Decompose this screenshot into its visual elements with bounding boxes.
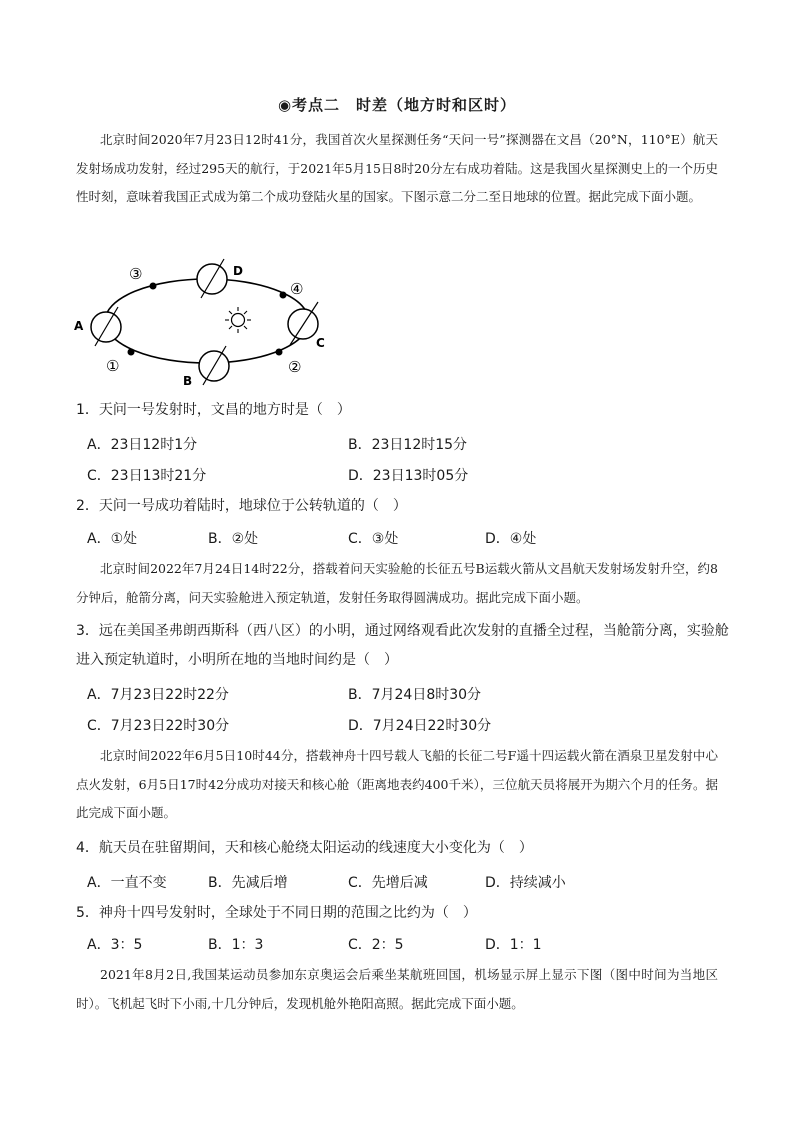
position-label-4: ④ bbox=[290, 280, 304, 298]
position-label-3: ③ bbox=[129, 265, 143, 283]
earth-d-icon bbox=[197, 259, 227, 298]
q3-option-c[interactable]: C．7月23日22时30分 bbox=[87, 718, 230, 734]
label-d: D bbox=[233, 264, 243, 278]
section-title: ◉考点二 时差（地方时和区时） bbox=[277, 96, 517, 114]
orbit-diagram bbox=[60, 255, 340, 390]
label-b: B bbox=[183, 374, 193, 388]
q5-option-d[interactable]: D．1：1 bbox=[485, 937, 542, 953]
q5-option-b[interactable]: B．1：3 bbox=[208, 937, 264, 953]
passage-4: 2021年8月2日,我国某运动员参加东京奥运会后乘坐某航班回国，机场显示屏上显示下图（图中时间为当地区时）。飞机起飞时下小雨,十几分钟后，发现机舱外艳阳高照。据此完成下面小题。 bbox=[76, 967, 718, 1011]
q1-option-b[interactable]: B．23日12时15分 bbox=[348, 437, 468, 453]
q1-option-c[interactable]: C．23日13时21分 bbox=[87, 468, 207, 484]
q2-option-a[interactable]: A．①处 bbox=[87, 531, 138, 547]
label-a: A bbox=[74, 319, 84, 333]
q2-option-c[interactable]: C．③处 bbox=[348, 531, 399, 547]
position-label-2: ② bbox=[288, 358, 302, 376]
q4-option-d[interactable]: D．持续减小 bbox=[485, 875, 566, 891]
q2-option-d[interactable]: D．④处 bbox=[485, 531, 537, 547]
question-5-stem: 5．神舟十四号发射时，全球处于不同日期的范围之比约为（ ） bbox=[76, 905, 477, 921]
question-4-stem: 4．航天员在驻留期间，天和核心舱绕太阳运动的线速度大小变化为（ ） bbox=[76, 840, 533, 856]
q3-option-b[interactable]: B．7月24日8时30分 bbox=[348, 687, 482, 703]
passage-3: 北京时间2022年6月5日10时44分，搭载神舟十四号载人飞船的长征二号F遥十四运载火箭在酒泉卫星发射中心点火发射，6月5日17时42分成功对接天和核心舱（距离地表约400千米），三位航天员将展开为期六个月的任务。据此完成下面小题。 bbox=[76, 748, 718, 820]
q4-option-a[interactable]: A．一直不变 bbox=[87, 875, 167, 891]
passage-1: 北京时间2020年7月23日12时41分，我国首次火星探测任务“天问一号”探测器在文昌（20°N，110°E）航天发射场成功发射，经过295天的航行，于2021年5月15日8时20分左右成功着陆。这是我国火星探测史上的一个历史性时刻，意味着我国正式成为第二个成功登陆火星的国家。下图示意二分二至日地球的位置。据此完成下面小题。 bbox=[76, 132, 718, 204]
position-dot-3 bbox=[150, 283, 157, 290]
question-1-stem: 1．天问一号发射时，文昌的地方时是（ ） bbox=[76, 402, 351, 418]
position-dot-2 bbox=[276, 349, 283, 356]
q2-option-b[interactable]: B．②处 bbox=[208, 531, 259, 547]
earth-b-icon bbox=[199, 346, 229, 385]
q4-option-c[interactable]: C．先增后减 bbox=[348, 875, 428, 891]
earth-c-icon bbox=[288, 302, 318, 345]
position-label-1: ① bbox=[106, 357, 120, 375]
label-c: C bbox=[316, 336, 325, 350]
q5-option-a[interactable]: A．3：5 bbox=[87, 937, 143, 953]
passage-2: 北京时间2022年7月24日14时22分，搭载着问天实验舱的长征五号B运载火箭从文昌航天发射场发射升空，约8分钟后，舱箭分离，问天实验舱进入预定轨道，发射任务取得圆满成功。据此完成下面小题。 bbox=[76, 561, 718, 605]
q1-option-a[interactable]: A．23日12时1分 bbox=[87, 437, 198, 453]
q1-option-d[interactable]: D．23日13时05分 bbox=[348, 468, 469, 484]
position-dot-1 bbox=[128, 349, 135, 356]
q3-option-d[interactable]: D．7月24日22时30分 bbox=[348, 718, 492, 734]
sun-icon bbox=[225, 307, 251, 333]
q3-option-a[interactable]: A．7月23日22时22分 bbox=[87, 687, 229, 703]
q4-option-b[interactable]: B．先减后增 bbox=[208, 875, 288, 891]
q5-option-c[interactable]: C．2：5 bbox=[348, 937, 404, 953]
question-2-stem: 2．天问一号成功着陆时，地球位于公转轨道的（ ） bbox=[76, 498, 407, 514]
question-3-stem: 3．远在美国圣弗朗西斯科（西八区）的小明，通过网络观看此次发射的直播全过程，当舱箭分离，实验舱进入预定轨道时，小明所在地的当地时间约是（ ） bbox=[76, 623, 729, 668]
position-dot-4 bbox=[280, 292, 287, 299]
